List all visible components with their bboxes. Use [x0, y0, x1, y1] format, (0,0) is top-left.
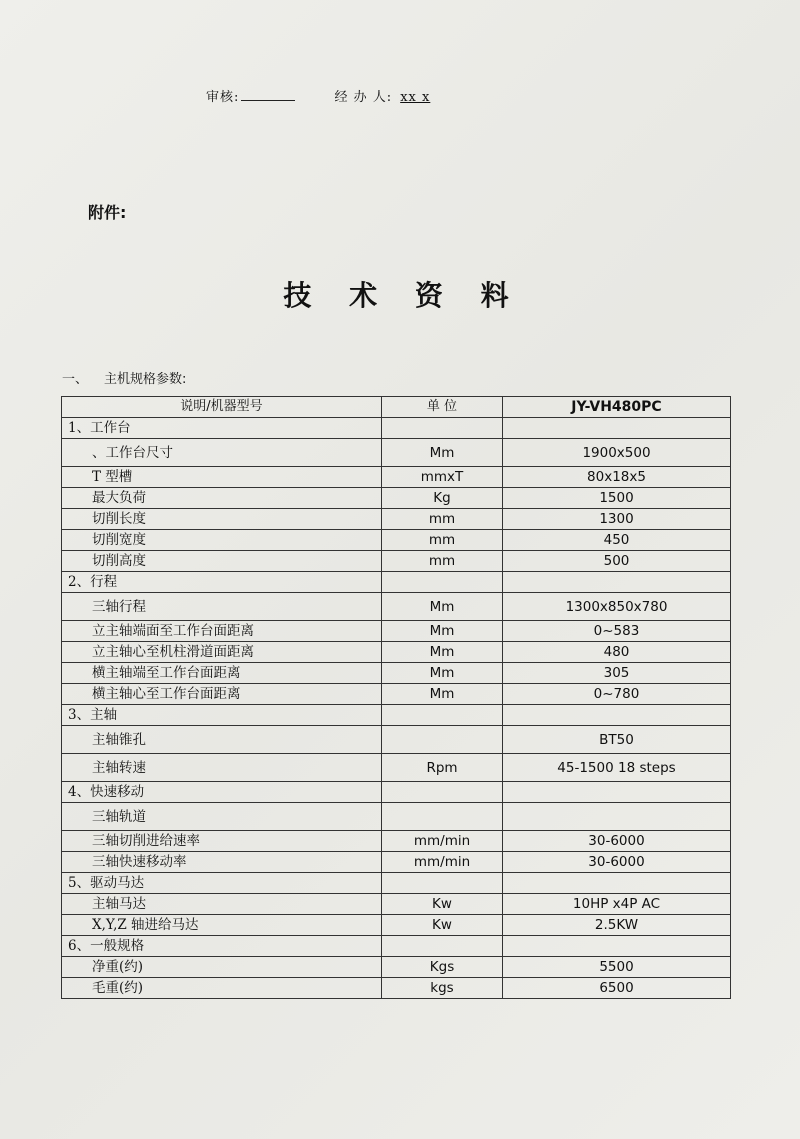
- table-section-row: [62, 873, 731, 894]
- spec-name: 1、工作台: [62, 418, 382, 439]
- table-row: [62, 488, 731, 509]
- spec-name: 、工作台尺寸: [62, 439, 382, 467]
- table-row: [62, 621, 731, 642]
- spec-unit: Kw: [382, 894, 503, 915]
- spec-name: 切削高度: [62, 551, 382, 572]
- spec-value: 0~780: [503, 684, 731, 705]
- spec-value: [503, 572, 731, 593]
- spec-unit: mm: [382, 530, 503, 551]
- table-row: [62, 684, 731, 705]
- review-blank: [241, 88, 295, 101]
- spec-name: 6、一般规格: [62, 936, 382, 957]
- table-row: [62, 852, 731, 873]
- spec-name: T 型槽: [62, 467, 382, 488]
- spec-name: 切削宽度: [62, 530, 382, 551]
- table-row: [62, 754, 731, 782]
- attachment-label: 附件:: [88, 203, 127, 222]
- spec-value: 0~583: [503, 621, 731, 642]
- spec-name: 三轴行程: [62, 593, 382, 621]
- spec-value: 5500: [503, 957, 731, 978]
- section-number: 一、: [62, 372, 89, 387]
- header-unit: 单 位: [382, 397, 503, 418]
- spec-value: 45-1500 18 steps: [503, 754, 731, 782]
- spec-value: 80x18x5: [503, 467, 731, 488]
- spec-unit: Kw: [382, 915, 503, 936]
- spec-value: 10HP x4P AC: [503, 894, 731, 915]
- table-section-row: [62, 572, 731, 593]
- header-description: 说明/机器型号: [62, 397, 382, 418]
- signature-line: [206, 86, 436, 105]
- spec-value: 450: [503, 530, 731, 551]
- spec-value: 1500: [503, 488, 731, 509]
- handler-label: 经 办 人:: [334, 90, 393, 105]
- spec-value: 2.5KW: [503, 915, 731, 936]
- spec-name: 3、主轴: [62, 705, 382, 726]
- spec-unit: [382, 936, 503, 957]
- spec-name: 净重(约): [62, 957, 382, 978]
- spec-unit: Mm: [382, 593, 503, 621]
- handler-value: xx x: [400, 90, 431, 105]
- table-section-row: [62, 418, 731, 439]
- spec-value: [503, 418, 731, 439]
- spec-unit: Kgs: [382, 957, 503, 978]
- spec-name: 最大负荷: [62, 488, 382, 509]
- spec-unit: mm: [382, 551, 503, 572]
- spec-value: BT50: [503, 726, 731, 754]
- spec-name: 三轴轨道: [62, 803, 382, 831]
- spec-value: 30-6000: [503, 831, 731, 852]
- review-label: 审核:: [206, 90, 240, 105]
- spec-name: 立主轴端面至工作台面距离: [62, 621, 382, 642]
- spec-value: [503, 803, 731, 831]
- table-row: [62, 915, 731, 936]
- table-section-row: [62, 936, 731, 957]
- spec-name: 2、行程: [62, 572, 382, 593]
- spec-unit: Mm: [382, 621, 503, 642]
- spec-unit: Mm: [382, 439, 503, 467]
- spec-unit: mm/min: [382, 852, 503, 873]
- spec-unit: [382, 705, 503, 726]
- table-row: [62, 551, 731, 572]
- table-row: [62, 663, 731, 684]
- spec-name: 主轴转速: [62, 754, 382, 782]
- table-row: [62, 957, 731, 978]
- spec-table-body: [62, 418, 731, 999]
- table-row: [62, 509, 731, 530]
- spec-value: 500: [503, 551, 731, 572]
- table-row: [62, 726, 731, 754]
- spec-value: 6500: [503, 978, 731, 999]
- spec-name: 横主轴心至工作台面距离: [62, 684, 382, 705]
- table-row: [62, 642, 731, 663]
- spec-name: 4、快速移动: [62, 782, 382, 803]
- spec-unit: [382, 803, 503, 831]
- spec-unit: Kg: [382, 488, 503, 509]
- section-title: 主机规格参数:: [104, 372, 187, 387]
- table-row: [62, 894, 731, 915]
- spec-unit: [382, 572, 503, 593]
- table-row: [62, 803, 731, 831]
- spec-unit: Rpm: [382, 754, 503, 782]
- spec-unit: mm: [382, 509, 503, 530]
- spec-name: 5、驱动马达: [62, 873, 382, 894]
- table-header-row: [62, 397, 731, 418]
- table-row: [62, 467, 731, 488]
- spec-value: [503, 936, 731, 957]
- spec-value: [503, 782, 731, 803]
- spec-value: 480: [503, 642, 731, 663]
- spec-name: 立主轴心至机柱滑道面距离: [62, 642, 382, 663]
- spec-unit: [382, 782, 503, 803]
- spec-name: 主轴锥孔: [62, 726, 382, 754]
- spec-value: 30-6000: [503, 852, 731, 873]
- spec-name: X,Y,Z 轴进给马达: [62, 915, 382, 936]
- document-title: 技 术 资 料: [283, 279, 523, 312]
- spec-unit: mm/min: [382, 831, 503, 852]
- spec-name: 横主轴端至工作台面距离: [62, 663, 382, 684]
- spec-value: [503, 705, 731, 726]
- spec-name: 切削长度: [62, 509, 382, 530]
- table-row: [62, 530, 731, 551]
- spec-name: 三轴快速移动率: [62, 852, 382, 873]
- spec-unit: Mm: [382, 684, 503, 705]
- spec-unit: kgs: [382, 978, 503, 999]
- table-section-row: [62, 705, 731, 726]
- spec-name: 毛重(约): [62, 978, 382, 999]
- header-model: JY-VH480PC: [503, 397, 731, 418]
- spec-unit: Mm: [382, 642, 503, 663]
- spec-unit: mmxT: [382, 467, 503, 488]
- spec-unit: Mm: [382, 663, 503, 684]
- spec-name: 主轴马达: [62, 894, 382, 915]
- spec-value: 1900x500: [503, 439, 731, 467]
- spec-value: 1300: [503, 509, 731, 530]
- table-section-row: [62, 782, 731, 803]
- spec-table: [61, 396, 731, 999]
- spec-unit: [382, 418, 503, 439]
- table-row: [62, 831, 731, 852]
- spec-value: 305: [503, 663, 731, 684]
- table-row: [62, 439, 731, 467]
- spec-unit: [382, 873, 503, 894]
- spec-name: 三轴切削进给速率: [62, 831, 382, 852]
- section-heading: [62, 368, 186, 387]
- spec-value: [503, 873, 731, 894]
- table-row: [62, 593, 731, 621]
- spec-unit: [382, 726, 503, 754]
- spec-value: 1300x850x780: [503, 593, 731, 621]
- table-row: [62, 978, 731, 999]
